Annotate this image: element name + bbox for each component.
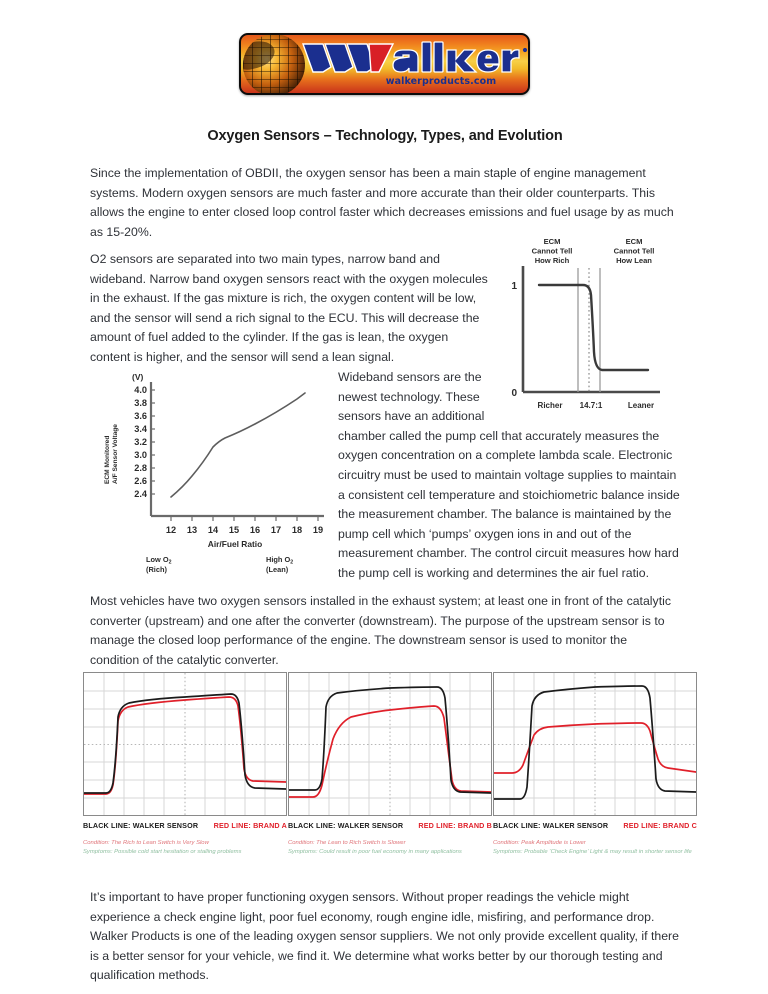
scope-condition: Condition: The Lean to Rich Switch is Slower <box>288 840 406 846</box>
scope-legend-brand-b <box>288 821 492 830</box>
scope-plot-brand-b <box>288 672 492 816</box>
ytick-3-2: 3.2 <box>134 437 147 447</box>
figure-narrowband-switch <box>498 232 684 416</box>
legend-walker-sensor: BLACK LINE: WALKER SENSOR <box>288 821 404 830</box>
scope-condition: Condition: The Rich to Lean Switch is Very Slow <box>83 840 209 846</box>
annotation-lean-line-1: ECM <box>625 237 643 246</box>
walker-wordmark <box>301 41 529 75</box>
note-lean: (Lean) <box>266 565 289 574</box>
annotation-rich-line-3: How Rich <box>534 256 570 265</box>
ytick-3-8: 3.8 <box>134 398 147 408</box>
scope-card-brand-a <box>83 672 287 856</box>
ytick-3-4: 3.4 <box>134 424 147 434</box>
ytick-2-8: 2.8 <box>134 463 147 473</box>
scope-symptoms: Symptoms: Probable ‘Check Engine’ Light & may result in shorter sensor life <box>493 848 692 855</box>
logo-frame <box>239 33 530 95</box>
ytick-3-0: 3.0 <box>134 450 147 460</box>
yunit-label: (V) <box>132 372 144 382</box>
scope-legend-brand-c <box>493 821 697 830</box>
legend-brand: RED LINE: BRAND C <box>623 821 697 830</box>
paragraph-upstream-downstream: Most vehicles have two oxygen sensors installed in the exhaust system; at least one in front of the catalytic converter (upstream) and one after the converter (downstream). The purpose of the upstream sensor is to manage the closed loop performance of the engine. The downstream sensor is used to monitor the condition of the catalytic converter. <box>90 594 671 667</box>
logo-tagline: walkerproducts.com <box>385 76 497 87</box>
globe-icon <box>243 34 305 95</box>
ytick-3-6: 3.6 <box>134 411 147 421</box>
xtick-stoich: 14.7:1 <box>579 401 603 410</box>
scope-symptoms: Symptoms: Possible cold start hesitation or stalling problems <box>83 848 242 855</box>
legend-walker-sensor: BLACK LINE: WALKER SENSOR <box>493 821 609 830</box>
ylabel-line-2: A/F Sensor Voltage <box>112 424 119 484</box>
annotation-rich-line-1: ECM <box>543 237 561 246</box>
paragraph-closing: It’s important to have proper functioning oxygen sensors. Without proper readings the vehicle might experience a check engine light, poor fuel economy, rough engine idle, misfiring, and performance drop. Walker Products is one of the leading oxygen sensor suppliers. We not only provide excellent quality, if there is a better sensor for your vehicle, we find it. We determine what works better by our thorough testing and qualification methods. <box>90 890 679 983</box>
xtick-13: 13 <box>186 525 198 535</box>
walker-logo <box>239 33 530 95</box>
legend-walker-sensor: BLACK LINE: WALKER SENSOR <box>83 821 199 830</box>
ytick-4-0: 4.0 <box>134 385 147 395</box>
scope-symptoms: Symptoms: Could result in poor fuel economy in many applications <box>288 848 462 855</box>
scope-legend-brand-a <box>83 821 287 830</box>
ylabel-line-1: ECM Monitored <box>104 435 111 484</box>
scope-plot-brand-c <box>493 672 697 816</box>
note-rich: (Rich) <box>146 565 167 574</box>
note-low-o2: Low $O_2$ <box>146 555 172 566</box>
paragraph-intro: Since the implementation of OBDII, the oxygen sensor has been a main staple of engine management systems. Modern oxygen sensors are much faster and more accurate than their older counterparts. This allows the engine to enter closed loop control faster which decreases emissions and fuel usage by as much as 15-20%. <box>90 166 674 239</box>
paragraph-wideband-text: Wideband sensors are the newest technology. These sensors have an additional chamber called the pump cell that accurately measures the oxygen concentration on a complete lambda scale. Electronic circuitry must be used to maintain voltage supplies to maintain a consistent cell temperature and stoichiometric balance inside the measurement chamber. The balance is maintained by the pump cell which ‘pumps’ oxygen ions in and out of the measurement chamber. The control circuit measures how hard the pump cell is working and determines the air fuel ratio. <box>338 370 680 580</box>
ytick-2-6: 2.6 <box>134 476 147 486</box>
ytick-2-4: 2.4 <box>134 489 147 499</box>
scope-condition: Condition: Peak Amplitude is Lower <box>493 840 586 846</box>
xtick-leaner: Leaner <box>627 401 655 410</box>
xtick-17: 17 <box>270 525 282 535</box>
xtick-18: 18 <box>291 525 303 535</box>
xtick-19: 19 <box>312 525 324 535</box>
xtick-14: 14 <box>207 525 219 535</box>
annotation-rich-line-2: Cannot Tell <box>531 246 573 256</box>
note-high-o2: High $O_2$ <box>266 555 294 566</box>
xtick-15: 15 <box>228 525 240 535</box>
ytick-1: 1 <box>511 281 517 292</box>
xtick-12: 12 <box>165 525 177 535</box>
xtick-richer: Richer <box>537 401 563 410</box>
ytick-0: 0 <box>511 388 517 399</box>
page-title: Oxygen Sensors – Technology, Types, and Evolution <box>207 128 563 144</box>
legend-brand: RED LINE: BRAND A <box>213 821 287 830</box>
xtick-16: 16 <box>249 525 261 535</box>
scope-caption-brand-a <box>83 839 287 856</box>
scope-plot-brand-a <box>83 672 287 816</box>
legend-brand: RED LINE: BRAND B <box>418 821 492 830</box>
scope-caption-brand-b <box>288 839 492 856</box>
scope-card-brand-b <box>288 672 492 856</box>
annotation-lean-line-2: Cannot Tell <box>613 246 655 256</box>
figure-wideband-af-voltage <box>100 366 338 574</box>
scope-caption-brand-c <box>493 839 697 856</box>
paragraph-narrowband: O2 sensors are separated into two main types, narrow band and wideband. Narrow band oxygen sensors react with the oxygen molecules in the exhaust. If the gas mixture is rich, the oxygen content will be low, and the sensor will send a rich signal to the ECU. This will decrease the amount of fuel added to the cylinder. If the gas is lean, the oxygen content is higher, and the sensor will send a lean signal. <box>90 252 488 364</box>
xlabel-air-fuel-ratio: Air/Fuel Ratio <box>207 539 263 549</box>
scope-card-brand-c <box>493 672 697 856</box>
annotation-lean-line-3: How Lean <box>616 256 652 265</box>
